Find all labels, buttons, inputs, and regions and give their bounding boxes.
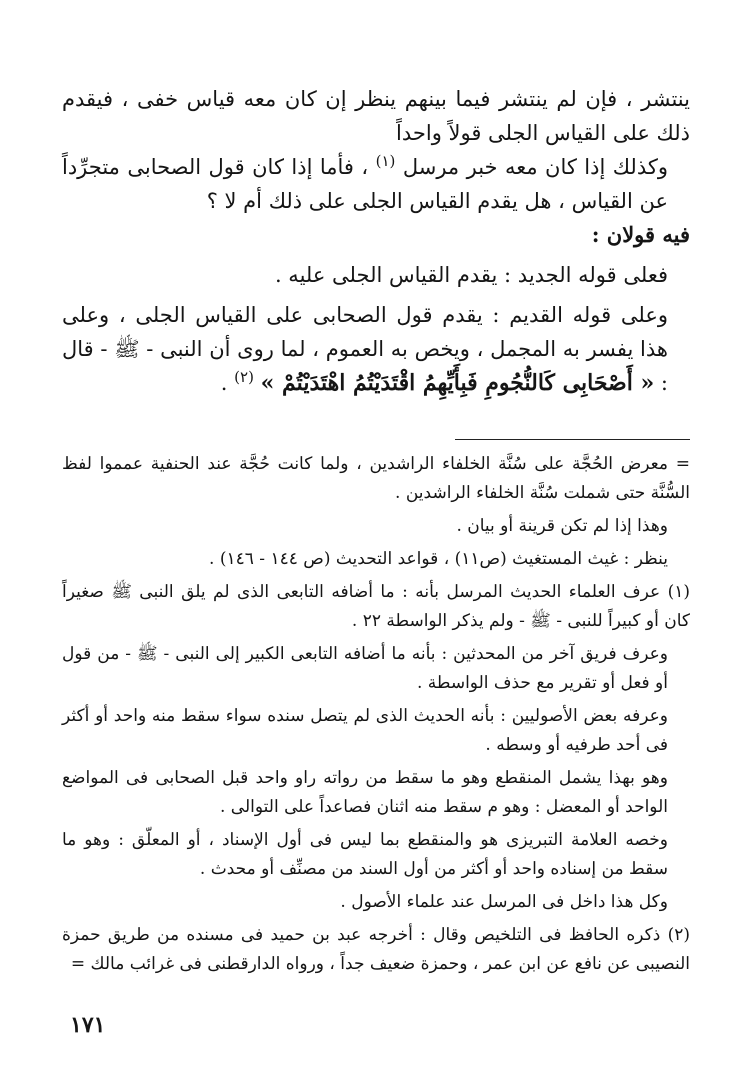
footnote-line: وخصه العلامة التبريزى هو والمنقطع بما ليس فى أول الإسناد ، أو المعلّق : وهو ما سقط من إسناده واحد أو أكثر من أول السند من مصنِّف أو محدث . [62,830,668,879]
hadith-quote: « أَصْحَابِى كَالنُّجُومِ فَبِأَيِّهِمُ اقْتَدَيْتُمُ اهْتَدَيْتُمْ » [260,370,655,396]
footnote-separator [455,439,690,440]
main-paragraph-2-text-a: وكذلك إذا كان معه خبر مرسل [402,155,668,179]
footnote-line: وهو بهذا يشمل المنقطع وهو ما سقط من رواته راو واحد قبل الصحابى فى المواضع الواحد أو المعضل : وهو م سقط منه اثنان فصاعداً على التوالى . [62,768,668,817]
main-paragraph-4: فعلى قوله الجديد : يقدم القياس الجلى عليه . [274,263,668,287]
footnote-line: وكل هذا داخل فى المرسل عند علماء الأصول . [340,892,668,912]
footnotes-block [62,450,690,983]
footnote-line: ينظر : غيث المستغيث (ص١١) ، قواعد التحديث (ص ١٤٤ - ١٤٦) . [209,549,668,569]
main-paragraph-3: فيه قولان : [591,222,690,247]
main-paragraph-1: ينتشر ، فإن لم ينتشر فيما بينهم ينظر إن كان معه قياس خفى ، فيقدم ذلك على القياس الجلى قولاً واحداً [62,87,690,145]
main-text-block [62,82,690,400]
footnote-line: وعرف فريق آخر من المحدثين : بأنه ما أضافه التابعى الكبير إلى النبى - ﷺ - من قول أو فعل أو تقرير مع حذف الواسطة . [62,644,668,693]
main-paragraph-5-end: . [220,371,228,395]
footnote-line: وعرفه بعض الأصوليين : بأنه الحديث الذى لم يتصل سنده سواء سقط منه واحد أو أكثر فى أحد طرفيه أو وسطه . [62,706,668,755]
footnote-1: (١) عرف العلماء الحديث المرسل بأنه : ما أضافه التابعى الذى لم يلق النبى ﷺ صغيراً كان أو كبيراً للنبى - ﷺ - ولم يذكر الواسطة ٢٢ . [62,582,690,631]
main-paragraph-5 [62,298,690,400]
main-paragraph-2 [62,150,690,218]
page-number: ١٧١ [70,1012,106,1038]
footnote-line: وهذا إذا لم تكن قرينة أو بيان . [456,516,668,536]
footnote-continuation: = معرض الحُجَّة على سُنَّة الخلفاء الراشدين ، ولما كانت حُجَّة عند الحنفية عمموا لفظ السُّنَّة حتى شملت سُنَّة الخلفاء الراشدين . [62,454,690,503]
main-paragraph-2-text-b: ، فأما إذا كان قول الصحابى متجرِّداً عن القياس ، هل يقدم القياس الجلى على ذلك أم لا ؟ [62,155,668,213]
footnote-2: (٢) ذكره الحافظ فى التلخيص وقال : أخرجه عبد بن حميد فى مسنده من طريق حمزة النصيبى عن نافع عن ابن عمر ، وحمزة ضعيف جداً ، ورواه الدارقطنى فى غرائب مالك = [62,925,690,974]
main-paragraph-5-text: وعلى قوله القديم : يقدم قول الصحابى على القياس الجلى ، وعلى هذا يفسر به المجمل ، ويخص به العموم ، لما روى أن النبى - ﷺ - قال : [62,303,668,395]
footnote-ref-1: (١) [375,152,396,170]
footnote-ref-2: (٢) [234,368,254,386]
